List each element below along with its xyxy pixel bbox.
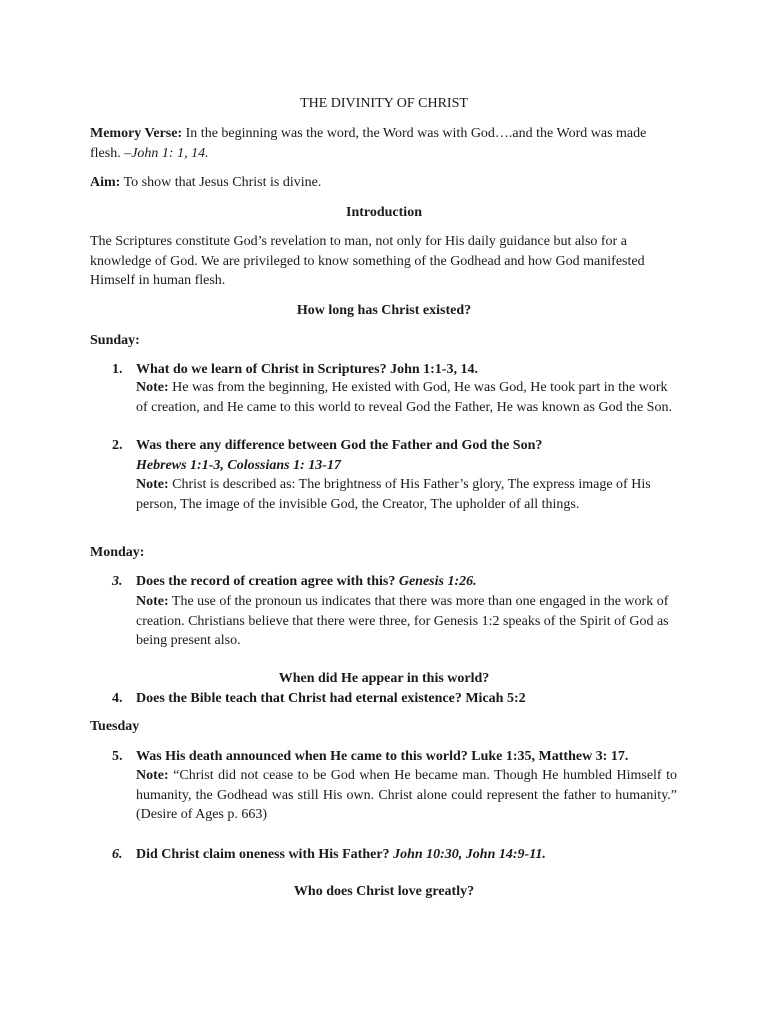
introduction-text: The Scriptures constitute God’s revelation to man, not only for His daily guidance but also for a knowledge of God. We are privileged to know something of the Godhead and how God manifested Himself in human flesh. <box>90 234 645 288</box>
memory-verse-label: Memory Verse: <box>90 126 183 141</box>
question-number: 6. <box>112 847 123 862</box>
question-3-text: Does the record of creation agree with this? <box>136 574 399 589</box>
day-label-tuesday: Tuesday <box>90 719 140 734</box>
note-label: Note: <box>136 477 169 492</box>
aim-text: To show that Jesus Christ is divine. <box>120 175 322 190</box>
question-3-ref: Genesis 1:26. <box>398 574 477 589</box>
note-2 <box>136 475 677 514</box>
section-heading-appearance: When did He appear in this world? <box>278 671 490 686</box>
question-3 <box>136 572 477 592</box>
introduction-heading: Introduction <box>346 205 422 220</box>
question-6 <box>136 845 546 865</box>
question-5: Was His death announced when He came to this world? Luke 1:35, Matthew 3: 17. <box>136 749 629 764</box>
memory-verse <box>90 124 680 163</box>
aim-label: Aim: <box>90 175 121 190</box>
note-text: “Christ did not cease to be God when He became man. Though He humbled Himself to humanity, the Godhead was still His own. Christ alone could represent the father to humanity.” (Desire of Ages p. 663) <box>136 768 677 822</box>
note-text: Christ is described as: The brightness of His Father’s glory, The express image of His person, The image of the invisible God, the Creator, The upholder of all things. <box>136 477 651 512</box>
question-2-ref: Hebrews 1:1-3, Colossians 1: 13-17 <box>136 458 341 473</box>
question-number: 4. <box>112 691 123 706</box>
note-text: He was from the beginning, He existed with God, He was God, He took part in the work of creation, and He came to this world to reveal God the Father, He was known as God the Son. <box>136 380 672 415</box>
note-text: The use of the pronoun us indicates that there was more than one engaged in the work of creation. Christians believe that there were three, for Genesis 1:2 speaks of the Spirit of God as being present also. <box>136 594 669 648</box>
question-1: What do we learn of Christ in Scriptures? John 1:1-3, 14. <box>136 362 478 377</box>
day-label-monday: Monday: <box>90 545 145 560</box>
note-label: Note: <box>136 768 169 783</box>
note-1 <box>136 378 677 417</box>
question-4: Does the Bible teach that Christ had eternal existence? Micah 5:2 <box>136 691 526 706</box>
note-5 <box>136 766 677 825</box>
question-number: 5. <box>112 749 123 764</box>
question-2: Was there any difference between God the Father and God the Son? <box>136 438 543 453</box>
page-title: THE DIVINITY OF CHRIST <box>300 96 468 111</box>
note-label: Note: <box>136 594 169 609</box>
aim <box>90 173 321 193</box>
memory-verse-text: In the beginning was the word, the Word was with God….and the Word was made flesh. – <box>90 126 647 161</box>
question-6-text: Did Christ claim oneness with His Father? <box>136 847 394 862</box>
question-6-ref: John 10:30, John 14:9-11. <box>393 847 546 862</box>
note-label: Note: <box>136 380 169 395</box>
memory-verse-ref: John 1: 1, 14. <box>131 145 209 161</box>
question-number: 1. <box>112 362 123 377</box>
question-number: 3. <box>112 574 123 589</box>
section-heading-existence: How long has Christ existed? <box>296 303 472 318</box>
question-number: 2. <box>112 438 123 453</box>
note-3 <box>136 592 677 651</box>
section-heading-love: Who does Christ love greatly? <box>293 884 475 899</box>
day-label-sunday: Sunday: <box>90 333 140 348</box>
